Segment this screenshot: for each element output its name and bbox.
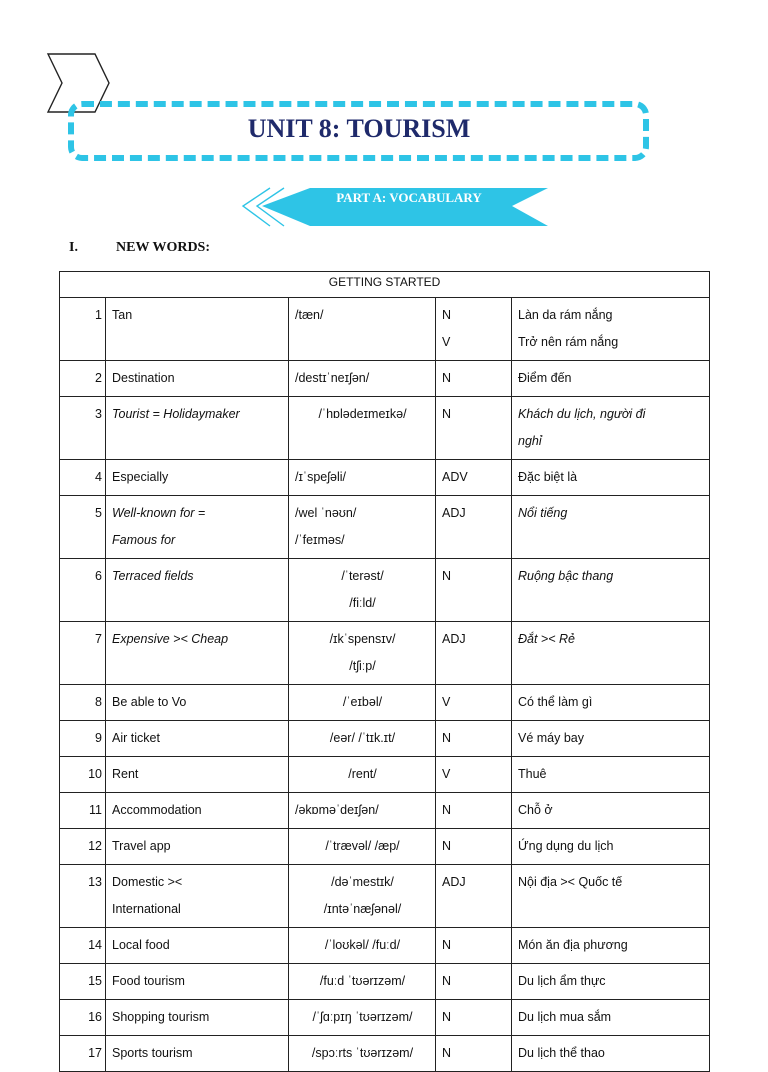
table-header: GETTING STARTED xyxy=(60,272,710,298)
pos-cell xyxy=(436,298,512,361)
word-cell xyxy=(106,1000,289,1036)
ipa-line: /ˈeɪbəl/ xyxy=(342,695,383,709)
meaning-cell xyxy=(512,298,710,361)
word-cell xyxy=(106,829,289,865)
ipa-line: /ˈterəst/ xyxy=(341,569,384,583)
word-cell xyxy=(106,1036,289,1072)
meaning-cell xyxy=(512,964,710,1000)
word-line: Well-known for = xyxy=(112,506,206,520)
row-number: 16 xyxy=(60,1000,106,1036)
meaning-cell xyxy=(512,397,710,460)
meaning-cell xyxy=(512,865,710,928)
ipa-cell xyxy=(289,1000,436,1036)
pos-cell xyxy=(436,793,512,829)
table-row xyxy=(60,793,710,829)
pos-cell xyxy=(436,460,512,496)
ipa-line: /ɪkˈspensɪv/ xyxy=(329,632,396,646)
ipa-line: /dəˈmestɪk/ xyxy=(331,875,394,889)
table-row xyxy=(60,964,710,1000)
pos-line: N xyxy=(442,938,452,952)
word-line: Rent xyxy=(112,767,139,781)
word-cell xyxy=(106,622,289,685)
word-line: Terraced fields xyxy=(112,569,194,583)
meaning-line: Nổi tiếng xyxy=(518,506,568,520)
pos-line: V xyxy=(442,695,451,709)
row-number: 9 xyxy=(60,721,106,757)
meaning-line: Du lịch thể thao xyxy=(518,1046,605,1060)
pos-cell xyxy=(436,559,512,622)
table-row xyxy=(60,397,710,460)
ipa-line: /rent/ xyxy=(348,767,377,781)
ipa-cell xyxy=(289,757,436,793)
ipa-line: /fuːd ˈtʊərɪzəm/ xyxy=(319,974,406,988)
pos-line: V xyxy=(442,335,451,349)
pos-cell xyxy=(436,964,512,1000)
meaning-cell xyxy=(512,1036,710,1072)
ipa-cell xyxy=(289,460,436,496)
meaning-line: Vé máy bay xyxy=(518,731,585,745)
pos-line: N xyxy=(442,569,452,583)
pos-line: N xyxy=(442,308,452,322)
row-number: 7 xyxy=(60,622,106,685)
meaning-cell xyxy=(512,685,710,721)
word-cell xyxy=(106,865,289,928)
meaning-cell xyxy=(512,928,710,964)
row-number: 12 xyxy=(60,829,106,865)
table-row xyxy=(60,559,710,622)
ipa-line: /wel ˈnəʊn/ xyxy=(295,506,357,520)
word-cell xyxy=(106,793,289,829)
ipa-line: /fiːld/ xyxy=(349,596,376,610)
ipa-cell xyxy=(289,865,436,928)
pos-line: N xyxy=(442,839,452,853)
pos-line: N xyxy=(442,371,452,385)
table-row xyxy=(60,1036,710,1072)
word-cell xyxy=(106,757,289,793)
table-row xyxy=(60,361,710,397)
row-number: 4 xyxy=(60,460,106,496)
word-line: Shopping tourism xyxy=(112,1010,210,1024)
ipa-line: /ˈʃɑːpɪŋ ˈtʊərɪzəm/ xyxy=(312,1010,413,1024)
row-number: 5 xyxy=(60,496,106,559)
meaning-line: Trở nên rám nắng xyxy=(518,335,619,349)
meaning-line: Làn da rám nắng xyxy=(518,308,613,322)
word-cell xyxy=(106,685,289,721)
table-row xyxy=(60,757,710,793)
section-label: NEW WORDS: xyxy=(116,240,211,255)
word-line: Expensive >< Cheap xyxy=(112,632,229,646)
word-cell xyxy=(106,559,289,622)
ipa-cell xyxy=(289,928,436,964)
row-number: 15 xyxy=(60,964,106,1000)
section-heading xyxy=(69,240,210,256)
ipa-cell xyxy=(289,793,436,829)
ipa-cell xyxy=(289,964,436,1000)
pos-cell xyxy=(436,685,512,721)
ipa-cell xyxy=(289,298,436,361)
table-row xyxy=(60,928,710,964)
pos-line: ADJ xyxy=(442,506,466,520)
meaning-cell xyxy=(512,721,710,757)
pos-cell xyxy=(436,1000,512,1036)
row-number: 3 xyxy=(60,397,106,460)
row-number: 14 xyxy=(60,928,106,964)
ipa-cell xyxy=(289,685,436,721)
meaning-line: Đặc biệt là xyxy=(518,470,578,484)
word-line: International xyxy=(112,902,181,916)
pos-cell xyxy=(436,622,512,685)
word-line: Domestic >< xyxy=(112,875,183,889)
pos-line: ADJ xyxy=(442,875,466,889)
pos-line: V xyxy=(442,767,451,781)
table-row xyxy=(60,298,710,361)
word-line: Famous for xyxy=(112,533,176,547)
table-row xyxy=(60,829,710,865)
pos-line: N xyxy=(442,407,452,421)
meaning-line: Du lịch mua sắm xyxy=(518,1010,612,1024)
meaning-line: Có thể làm gì xyxy=(518,695,593,709)
pos-cell xyxy=(436,1036,512,1072)
pos-cell xyxy=(436,829,512,865)
meaning-line: Chỗ ở xyxy=(518,803,553,817)
word-cell xyxy=(106,361,289,397)
table-row xyxy=(60,721,710,757)
table-header-row xyxy=(60,272,710,298)
word-line: Tan xyxy=(112,308,133,322)
meaning-cell xyxy=(512,1000,710,1036)
word-cell xyxy=(106,397,289,460)
pos-cell xyxy=(436,496,512,559)
ipa-cell xyxy=(289,496,436,559)
meaning-cell xyxy=(512,829,710,865)
ipa-line: /ˈtrævəl/ /æp/ xyxy=(325,839,400,853)
pos-cell xyxy=(436,757,512,793)
pos-cell xyxy=(436,721,512,757)
ipa-cell xyxy=(289,361,436,397)
ipa-cell xyxy=(289,721,436,757)
ipa-line: /ˈhɒlədeɪmeɪkə/ xyxy=(318,407,407,421)
pos-cell xyxy=(436,397,512,460)
ipa-cell xyxy=(289,829,436,865)
pos-line: ADJ xyxy=(442,632,466,646)
meaning-line: Thuê xyxy=(518,767,547,781)
row-number: 11 xyxy=(60,793,106,829)
meaning-line: Đắt >< Rẻ xyxy=(518,632,575,646)
word-line: Air ticket xyxy=(112,731,160,745)
part-a-banner: PART A: VOCABULARY xyxy=(336,190,482,205)
word-cell xyxy=(106,928,289,964)
meaning-line: Nội địa >< Quốc tế xyxy=(518,875,623,889)
word-cell xyxy=(106,964,289,1000)
word-cell xyxy=(106,460,289,496)
ipa-line: /ˈloʊkəl/ /fuːd/ xyxy=(324,938,401,952)
ipa-cell xyxy=(289,622,436,685)
meaning-line: Ruộng bậc thang xyxy=(518,569,614,583)
table-row xyxy=(60,685,710,721)
ipa-cell xyxy=(289,1036,436,1072)
table-row xyxy=(60,496,710,559)
word-cell xyxy=(106,721,289,757)
pos-cell xyxy=(436,865,512,928)
pos-line: N xyxy=(442,974,452,988)
table-row xyxy=(60,1000,710,1036)
ipa-line: /eər/ /ˈtɪk.ɪt/ xyxy=(329,731,396,745)
pos-cell xyxy=(436,928,512,964)
section-number: I. xyxy=(69,240,78,255)
row-number: 1 xyxy=(60,298,106,361)
row-number: 17 xyxy=(60,1036,106,1072)
meaning-cell xyxy=(512,757,710,793)
word-line: Sports tourism xyxy=(112,1046,193,1060)
pos-cell xyxy=(436,361,512,397)
row-number: 10 xyxy=(60,757,106,793)
meaning-line: Món ăn địa phương xyxy=(518,938,628,952)
meaning-line: nghỉ xyxy=(518,434,542,448)
meaning-cell xyxy=(512,460,710,496)
word-line: Travel app xyxy=(112,839,171,853)
word-line: Especially xyxy=(112,470,169,484)
table-row xyxy=(60,460,710,496)
pos-line: N xyxy=(442,731,452,745)
word-line: Local food xyxy=(112,938,170,952)
page-title: UNIT 8: TOURISM xyxy=(247,114,471,143)
meaning-cell xyxy=(512,622,710,685)
row-number: 13 xyxy=(60,865,106,928)
meaning-line: Ứng dụng du lịch xyxy=(518,839,614,853)
meaning-cell xyxy=(512,361,710,397)
ipa-cell xyxy=(289,397,436,460)
meaning-cell xyxy=(512,793,710,829)
pos-line: N xyxy=(442,1010,452,1024)
ipa-line: /destɪˈneɪʃən/ xyxy=(295,371,370,385)
ipa-cell xyxy=(289,559,436,622)
word-cell xyxy=(106,496,289,559)
word-line: Destination xyxy=(112,371,175,385)
ipa-line: /ɪntəˈnæʃənəl/ xyxy=(323,902,402,916)
row-number: 6 xyxy=(60,559,106,622)
ipa-line: /ˈfeɪməs/ xyxy=(295,533,345,547)
table-row xyxy=(60,622,710,685)
meaning-line: Điểm đến xyxy=(518,371,572,385)
word-line: Food tourism xyxy=(112,974,185,988)
word-line: Be able to Vo xyxy=(112,695,187,709)
ipa-line: /ɪˈspeʃəli/ xyxy=(295,470,346,484)
ipa-line: /spɔːrts ˈtʊərɪzəm/ xyxy=(311,1046,414,1060)
vocabulary-table xyxy=(59,271,710,1072)
table-row xyxy=(60,865,710,928)
row-number: 8 xyxy=(60,685,106,721)
word-line: Tourist = Holidaymaker xyxy=(112,407,240,421)
pos-line: N xyxy=(442,803,452,817)
word-cell xyxy=(106,298,289,361)
pos-line: N xyxy=(442,1046,452,1060)
meaning-line: Du lịch ẩm thực xyxy=(518,974,606,988)
ipa-line: /tæn/ xyxy=(295,308,324,322)
pos-line: ADV xyxy=(442,470,468,484)
meaning-cell xyxy=(512,559,710,622)
meaning-line: Khách du lịch, người đi xyxy=(518,407,646,421)
word-line: Accommodation xyxy=(112,803,202,817)
ipa-line: /tʃiːp/ xyxy=(349,659,376,673)
ipa-line: /əkɒməˈdeɪʃən/ xyxy=(295,803,379,817)
meaning-cell xyxy=(512,496,710,559)
row-number: 2 xyxy=(60,361,106,397)
